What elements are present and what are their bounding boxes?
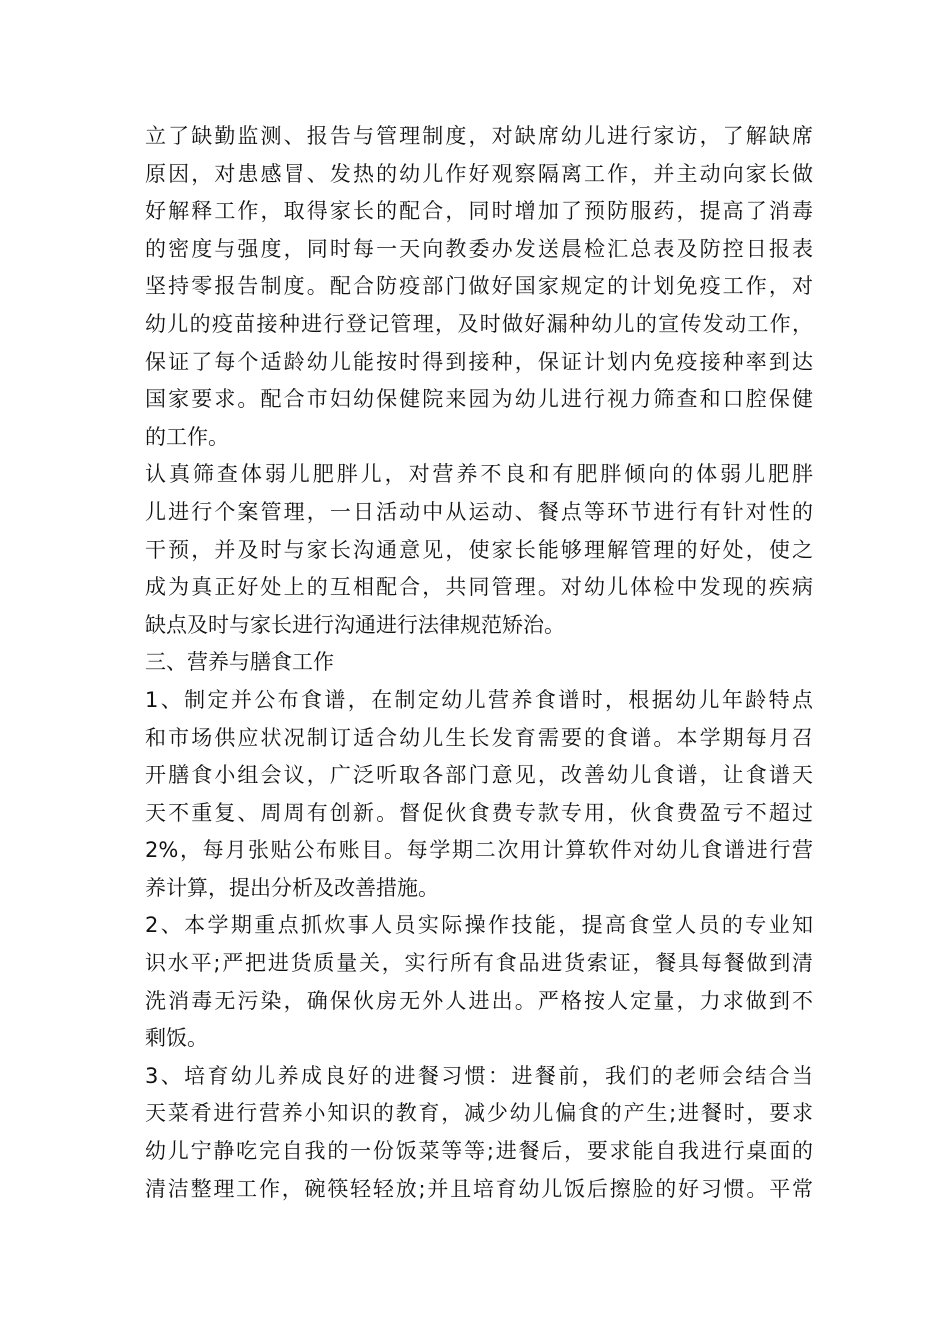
text-line: 幼儿宁静吃完自我的一份饭菜等等;进餐后，要求能自我进行桌面的 [145,1139,813,1164]
text-line: 好解释工作，取得家长的配合，同时增加了预防服药，提高了消毒 [145,199,813,224]
text-line: 保证了每个适龄幼儿能按时得到接种，保证计划内免疫接种率到达 [145,349,813,374]
text-line: 的工作。 [145,424,229,449]
text-line: 国家要求。配合市妇幼保健院来园为幼儿进行视力筛查和口腔保健 [145,387,813,412]
text-line: 1、制定并公布食谱，在制定幼儿营养食谱时，根据幼儿年龄特点 [145,687,813,712]
text-line: 养计算，提出分析及改善措施。 [145,875,439,900]
text-line: 成为真正好处上的互相配合，共同管理。对幼儿体检中发现的疾病 [145,575,813,600]
text-line: 开膳食小组会议，广泛听取各部门意见，改善幼儿食谱，让食谱天 [145,763,813,788]
document-body [145,118,813,1208]
text-line: 坚持零报告制度。配合防疫部门做好国家规定的计划免疫工作，对 [145,274,813,299]
text-line: 立了缺勤监测、报告与管理制度，对缺席幼儿进行家访，了解缺席 [145,124,813,148]
text-line: 识水平;严把进货质量关，实行所有食品进货索证，餐具每餐做到清 [145,951,813,976]
text-line: 缺点及时与家长进行沟通进行法律规范矫治。 [145,612,565,637]
text-line: 天菜肴进行营养小知识的教育，减少幼儿偏食的产生;进餐时，要求 [145,1101,813,1126]
text-line: 天不重复、周周有创新。督促伙食费专款专用，伙食费盈亏不超过 [145,800,813,825]
text-line: 剩饭。 [145,1026,208,1051]
text-line: 干预，并及时与家长沟通意见，使家长能够理解管理的好处，使之 [145,537,813,562]
text-line: 2、本学期重点抓炊事人员实际操作技能，提高食堂人员的专业知 [145,913,813,938]
text-line: 原因，对患感冒、发热的幼儿作好观察隔离工作，并主动向家长做 [145,161,813,186]
text-line: 的密度与强度，同时每一天向教委办发送晨检汇总表及防控日报表 [145,236,813,261]
text-line: 和市场供应状况制订适合幼儿生长发育需要的食谱。本学期每月召 [145,725,813,750]
text-line: 幼儿的疫苗接种进行登记管理，及时做好漏种幼儿的宣传发动工作， [145,311,813,336]
text-line: 洗消毒无污染，确保伙房无外人进出。严格按人定量，力求做到不 [145,988,813,1013]
text-line: 儿进行个案管理，一日活动中从运动、餐点等环节进行有针对性的 [145,499,813,524]
text-line: 三、营养与膳食工作 [145,650,334,675]
text-line: 2%，每月张贴公布账目。每学期二次用计算软件对幼儿食谱进行营 [145,838,813,863]
text-line: 清洁整理工作，碗筷轻轻放;并且培育幼儿饭后擦脸的好习惯。平常 [145,1176,813,1201]
text-line: 认真筛查体弱儿肥胖儿，对营养不良和有肥胖倾向的体弱儿肥胖 [145,462,813,487]
text-line: 3、培育幼儿养成良好的进餐习惯：进餐前，我们的老师会结合当 [145,1063,813,1088]
